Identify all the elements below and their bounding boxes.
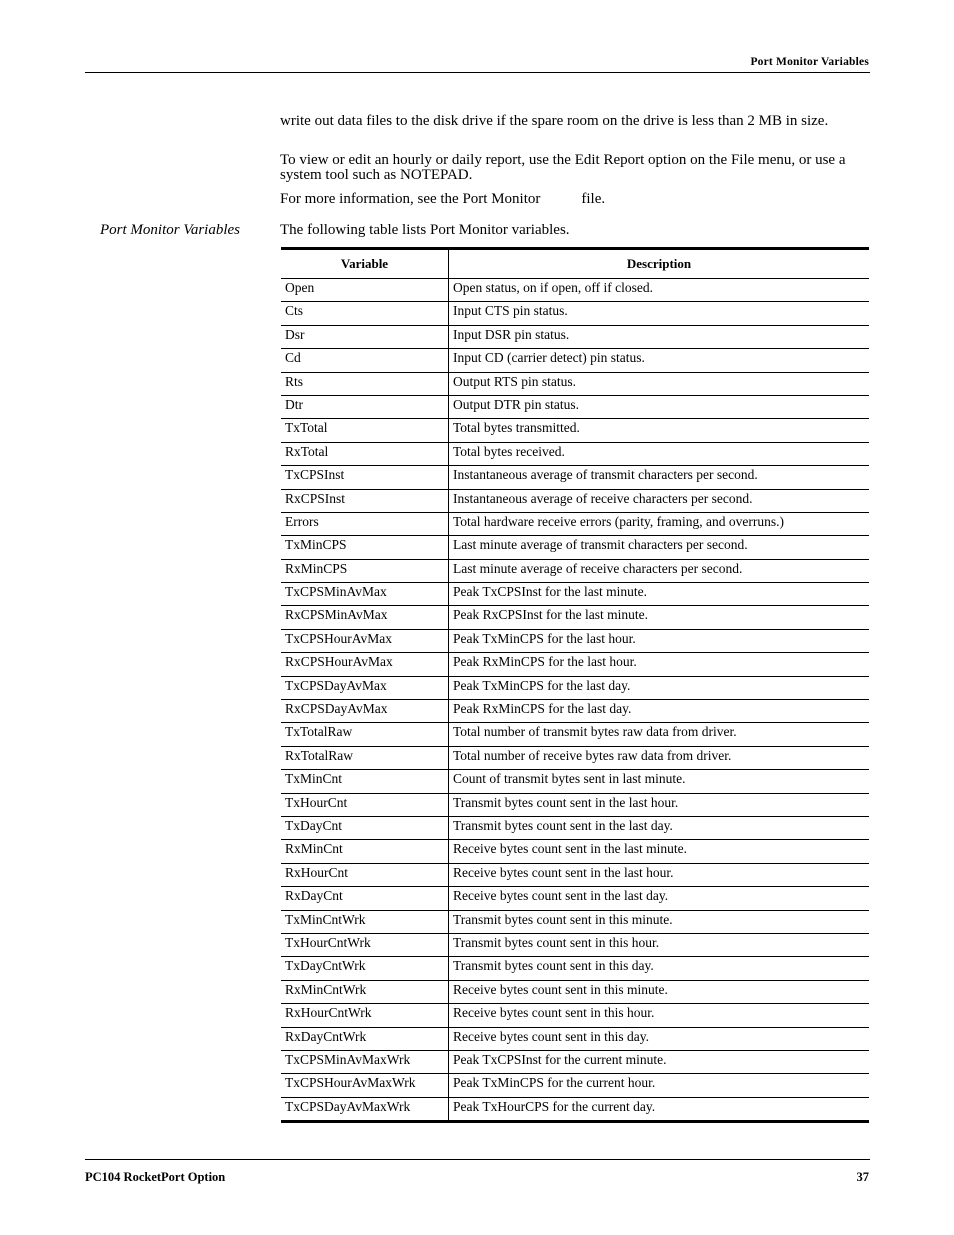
description-cell: Transmit bytes count sent in the last day. <box>449 816 870 839</box>
table-row <box>281 606 869 629</box>
running-header-title: Port Monitor Variables <box>750 56 869 68</box>
table-row <box>281 746 869 769</box>
description-cell: Peak RxMinCPS for the last hour. <box>449 653 870 676</box>
variable-cell: TxHourCntWrk <box>281 933 449 956</box>
table-row <box>281 957 869 980</box>
table-row <box>281 863 869 886</box>
table-row <box>281 279 869 302</box>
variable-cell: TxDayCntWrk <box>281 957 449 980</box>
variable-cell: RxMinCntWrk <box>281 980 449 1003</box>
footer-rule <box>85 1159 870 1160</box>
table-row <box>281 372 869 395</box>
variable-cell: RxHourCnt <box>281 863 449 886</box>
table-row <box>281 653 869 676</box>
variable-cell: RxDayCnt <box>281 887 449 910</box>
description-cell: Instantaneous average of receive characters per second. <box>449 489 870 512</box>
table-row <box>281 1004 869 1027</box>
description-cell: Output DTR pin status. <box>449 395 870 418</box>
table-row <box>281 302 869 325</box>
table-row <box>281 910 869 933</box>
variable-cell: RxMinCPS <box>281 559 449 582</box>
variable-cell: Dtr <box>281 395 449 418</box>
variable-cell: Cts <box>281 302 449 325</box>
table-body <box>281 279 869 1122</box>
description-cell: Receive bytes count sent in this day. <box>449 1027 870 1050</box>
description-cell: Peak RxMinCPS for the last day. <box>449 700 870 723</box>
variable-cell: TxMinCntWrk <box>281 910 449 933</box>
table-row <box>281 816 869 839</box>
table-row <box>281 512 869 535</box>
footer-document-title: PC104 RocketPort Option <box>85 1170 226 1184</box>
table-row <box>281 1050 869 1073</box>
table-row <box>281 770 869 793</box>
description-cell: Input CTS pin status. <box>449 302 870 325</box>
variable-cell: RxCPSHourAvMax <box>281 653 449 676</box>
paragraph-more-info <box>280 192 870 207</box>
table-header-row <box>281 249 869 279</box>
variable-cell: TxTotal <box>281 419 449 442</box>
description-cell: Peak TxMinCPS for the last hour. <box>449 629 870 652</box>
description-cell: Peak TxHourCPS for the current day. <box>449 1097 870 1121</box>
paragraph-edit-report: To view or edit an hourly or daily report, use the Edit Report option on the File menu, or use a system tool such as NOTEPAD. <box>280 152 846 183</box>
description-cell: Receive bytes count sent in the last minute. <box>449 840 870 863</box>
variable-cell: TxCPSHourAvMax <box>281 629 449 652</box>
more-info-suffix: file. <box>581 191 606 207</box>
description-cell: Total bytes received. <box>449 442 870 465</box>
variable-cell: TxCPSDayAvMaxWrk <box>281 1097 449 1121</box>
variable-cell: TxDayCnt <box>281 816 449 839</box>
port-monitor-variables-table <box>281 247 869 1123</box>
variable-cell: RxHourCntWrk <box>281 1004 449 1027</box>
side-heading: Port Monitor Variables <box>100 222 241 238</box>
table-row <box>281 466 869 489</box>
description-cell: Receive bytes count sent in the last hour. <box>449 863 870 886</box>
variable-cell: Open <box>281 279 449 302</box>
description-cell: Peak RxCPSInst for the last minute. <box>449 606 870 629</box>
description-cell: Transmit bytes count sent in this minute. <box>449 910 870 933</box>
variable-cell: Cd <box>281 349 449 372</box>
variable-cell: TxCPSDayAvMax <box>281 676 449 699</box>
variable-cell: RxTotalRaw <box>281 746 449 769</box>
description-cell: Total bytes transmitted. <box>449 419 870 442</box>
variable-cell: RxCPSMinAvMax <box>281 606 449 629</box>
description-cell: Output RTS pin status. <box>449 372 870 395</box>
table-row <box>281 676 869 699</box>
variable-cell: TxMinCnt <box>281 770 449 793</box>
table-row <box>281 419 869 442</box>
description-cell: Receive bytes count sent in this hour. <box>449 1004 870 1027</box>
variable-cell: RxTotal <box>281 442 449 465</box>
description-cell: Count of transmit bytes sent in last minute. <box>449 770 870 793</box>
table-row <box>281 325 869 348</box>
description-cell: Last minute average of receive characters per second. <box>449 559 870 582</box>
variable-cell: TxCPSInst <box>281 466 449 489</box>
table-row <box>281 442 869 465</box>
table-row <box>281 395 869 418</box>
description-cell: Transmit bytes count sent in this day. <box>449 957 870 980</box>
description-cell: Receive bytes count sent in this minute. <box>449 980 870 1003</box>
variable-cell: RxCPSDayAvMax <box>281 700 449 723</box>
description-cell: Total number of receive bytes raw data from driver. <box>449 746 870 769</box>
table-row <box>281 887 869 910</box>
variable-cell: Rts <box>281 372 449 395</box>
variable-cell: TxHourCnt <box>281 793 449 816</box>
table-row <box>281 1074 869 1097</box>
description-cell: Peak TxMinCPS for the last day. <box>449 676 870 699</box>
table-row <box>281 723 869 746</box>
column-header-variable: Variable <box>281 249 449 279</box>
description-cell: Last minute average of transmit characters per second. <box>449 536 870 559</box>
table-row <box>281 980 869 1003</box>
variable-cell: TxTotalRaw <box>281 723 449 746</box>
description-cell: Peak TxCPSInst for the current minute. <box>449 1050 870 1073</box>
variable-cell: TxCPSHourAvMaxWrk <box>281 1074 449 1097</box>
variable-cell: TxMinCPS <box>281 536 449 559</box>
table-row <box>281 489 869 512</box>
table-row <box>281 349 869 372</box>
variable-cell: RxDayCntWrk <box>281 1027 449 1050</box>
variable-cell: RxCPSInst <box>281 489 449 512</box>
description-cell: Instantaneous average of transmit characters per second. <box>449 466 870 489</box>
variable-cell: Dsr <box>281 325 449 348</box>
description-cell: Open status, on if open, off if closed. <box>449 279 870 302</box>
table-row <box>281 583 869 606</box>
table-row <box>281 629 869 652</box>
table-row <box>281 700 869 723</box>
variable-cell: RxMinCnt <box>281 840 449 863</box>
description-cell: Total hardware receive errors (parity, framing, and overruns.) <box>449 512 870 535</box>
description-cell: Transmit bytes count sent in this hour. <box>449 933 870 956</box>
table-row <box>281 536 869 559</box>
paragraph-data-files: write out data files to the disk drive if the spare room on the drive is less than 2 MB in size. <box>280 113 829 129</box>
table-intro: The following table lists Port Monitor variables. <box>280 222 570 238</box>
header-rule <box>85 72 870 73</box>
description-cell: Peak TxMinCPS for the current hour. <box>449 1074 870 1097</box>
description-cell: Input CD (carrier detect) pin status. <box>449 349 870 372</box>
variable-cell: TxCPSMinAvMaxWrk <box>281 1050 449 1073</box>
table-row <box>281 559 869 582</box>
description-cell: Total number of transmit bytes raw data from driver. <box>449 723 870 746</box>
footer-page-number: 37 <box>856 1170 869 1184</box>
description-cell: Transmit bytes count sent in the last hour. <box>449 793 870 816</box>
column-header-description: Description <box>449 249 870 279</box>
table-row <box>281 793 869 816</box>
description-cell: Input DSR pin status. <box>449 325 870 348</box>
variable-cell: TxCPSMinAvMax <box>281 583 449 606</box>
variable-cell: Errors <box>281 512 449 535</box>
description-cell: Receive bytes count sent in the last day. <box>449 887 870 910</box>
more-info-text: For more information, see the Port Monitor <box>280 191 541 207</box>
table-row <box>281 1097 869 1121</box>
table-row <box>281 1027 869 1050</box>
description-cell: Peak TxCPSInst for the last minute. <box>449 583 870 606</box>
table-row <box>281 933 869 956</box>
table-row <box>281 840 869 863</box>
